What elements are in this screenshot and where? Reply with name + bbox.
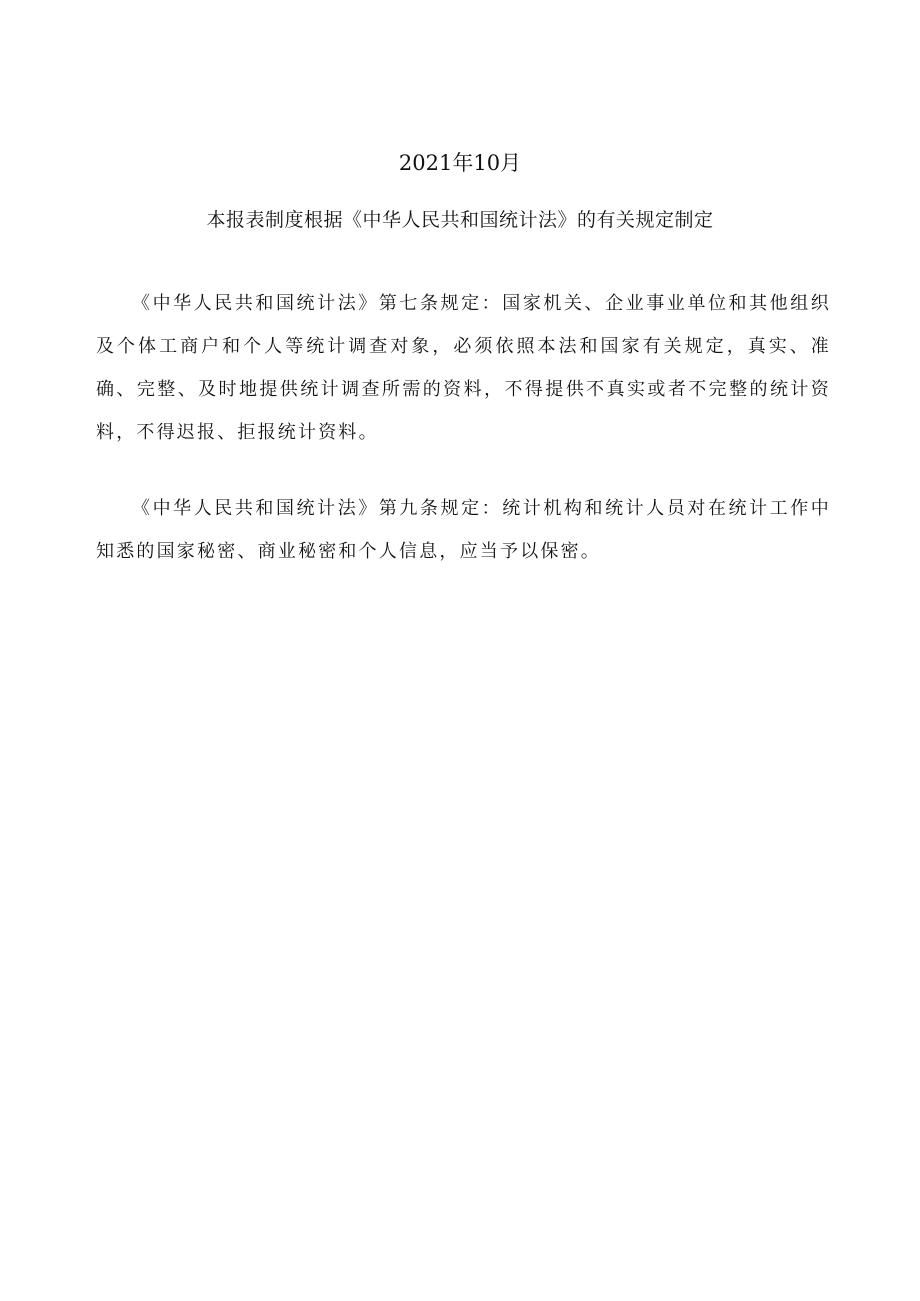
statistics-law-article-nine-paragraph: 《中华人民共和国统计法》第九条规定：统计机构和统计人员对在统计工作中知悉的国家秘密、商业秘密和个人信息，应当予以保密。 — [96, 498, 831, 562]
document-date: 2021年10月 — [398, 151, 522, 175]
statistics-law-article-seven-paragraph: 《中华人民共和国统计法》第七条规定：国家机关、企业事业单位和其他组织及个体工商户和个人等统计调查对象，必须依照本法和国家有关规定，真实、准确、完整、及时地提供统计调查所需的资料，不得提供不真实或者不完整的统计资料，不得迟报、拒报统计资料。 — [96, 293, 831, 443]
legal-basis-statement: 本报表制度根据《中华人民共和国统计法》的有关规定制定 — [206, 209, 714, 231]
